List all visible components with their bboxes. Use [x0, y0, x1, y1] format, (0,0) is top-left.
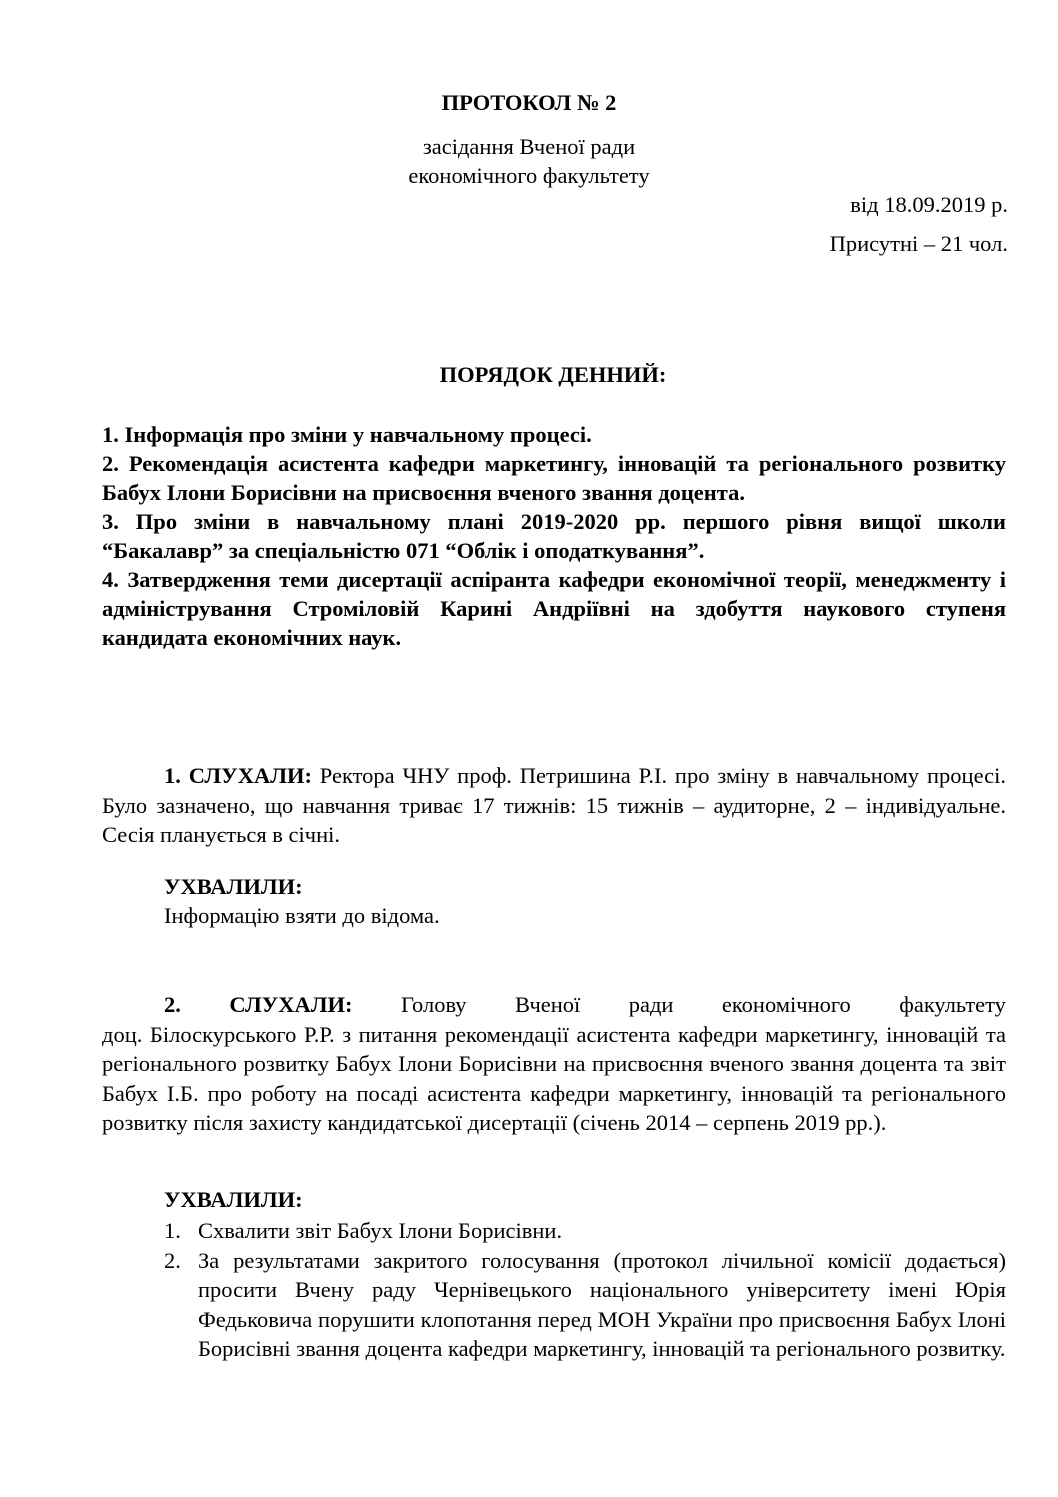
section2-word-3: ради	[628, 992, 674, 1017]
protocol-subtitle-line1: засідання Вченої ради	[422, 134, 636, 159]
agenda-item-3: 3. Про зміни в навчальному плані 2019-2020 рр. першого рівня вищої школи “Бакалавр” за спеціальністю 071 “Облік і оподаткування”.	[102, 509, 1006, 563]
protocol-title: ПРОТОКОЛ № 2	[441, 90, 617, 115]
protocol-date: від 18.09.2019 р.	[850, 192, 1008, 217]
section2-resolutions-list	[164, 1216, 1006, 1364]
section2-word-4: економічного	[721, 992, 851, 1017]
protocol-subtitle-line2: економічного факультету	[408, 163, 650, 188]
section1-heard-text: Ректора ЧНУ проф. Петришина Р.І. про зміну в навчальному процесі. Було зазначено, що навчання триває 17 тижнів: 15 тижнів – аудиторне, 2 – індивідуальне. Сесія планується в січні.	[102, 763, 1006, 847]
section2-resolved-label: УХВАЛИЛИ:	[164, 1187, 303, 1212]
resolution-number: 1.	[164, 1218, 181, 1243]
section2-heard	[102, 990, 1006, 1138]
section1-heard-label: 1. СЛУХАЛИ:	[164, 763, 312, 788]
resolution-item	[164, 1246, 1006, 1364]
section2-word-2: Вченої	[515, 992, 581, 1017]
section2-heard-first-line	[102, 990, 1006, 1020]
section2-heard-label: СЛУХАЛИ:	[229, 992, 353, 1017]
agenda-item-2: 2. Рекомендація асистента кафедри маркетингу, інновацій та регіонального розвитку Бабух Ілони Борисівни на присвоєння вченого звання доцента.	[102, 451, 1006, 505]
agenda-item-4: 4. Затвердження теми дисертації аспіранта кафедри економічної теорії, менеджменту і адміністрування Строміловій Карині Андріївні на здобуття наукового ступеня кандидата економічних наук.	[102, 567, 1006, 650]
resolution-number: 2.	[164, 1247, 181, 1273]
section1-heard	[102, 761, 1006, 850]
attendance-count: Присутні – 21 чол.	[829, 231, 1008, 256]
section1-resolved-text: Інформацію взяти до відома.	[164, 903, 440, 928]
agenda-item-1: 1. Інформація про зміни у навчальному процесі.	[102, 422, 592, 447]
agenda-title: ПОРЯДОК ДЕННИЙ:	[439, 362, 667, 387]
section1-resolved-label: УХВАЛИЛИ:	[164, 874, 303, 899]
section2-heard-number: 2.	[164, 992, 181, 1017]
section2-word-1: Голову	[400, 992, 467, 1017]
section2-word-5: факультету	[899, 992, 1006, 1017]
section2-heard-text: доц. Білоскурського Р.Р. з питання рекомендації асистента кафедри маркетингу, інновацій та регіонального розвитку Бабух Ілони Борисівни на присвоєння вченого звання доцента та звіт Бабух І.Б. про роботу на посаді асистента кафедри маркетингу, інновацій та регіонального розвитку після захисту кандидатської дисертації (січень 2014 – серпень 2019 рр.).	[102, 1021, 1006, 1135]
resolution-text: За результатами закритого голосування (протокол лічильної комісії додається) просити Вчену раду Чернівецького національного університету імені Юрія Федьковича порушити клопотання перед МОН України про присвоєння Бабух Ілоні Борисівні звання доцента кафедри маркетингу, інновацій та регіонального розвитку.	[198, 1247, 1006, 1361]
agenda-list	[102, 420, 1006, 652]
resolution-text: Схвалити звіт Бабух Ілони Борисівни.	[198, 1218, 563, 1243]
resolution-item	[164, 1216, 1006, 1246]
